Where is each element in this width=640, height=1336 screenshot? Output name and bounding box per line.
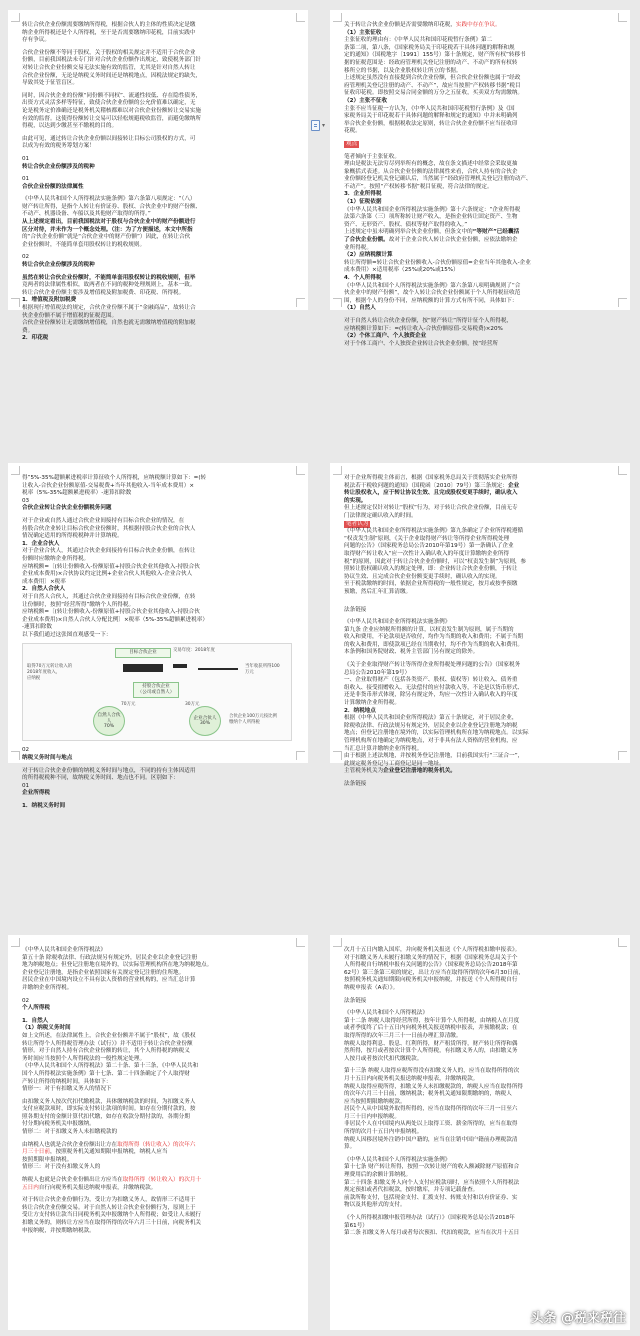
text-line: 组收入、接受捐赠收入、无法偿付的应付款收入等，不论是以货币形式、: [344, 684, 524, 691]
text-line: 以成为有效的税务筹划方案！: [22, 143, 95, 150]
text-line: 并缴纳企业所得税。: [22, 984, 73, 991]
text-line: 付分期向税务机关申报缴纳。: [22, 1121, 95, 1128]
text-line: 01: [22, 782, 30, 789]
highlight-label-text: 笔者认为: [346, 520, 369, 527]
text-line: 《中华人民共和国企业所得税法》: [22, 947, 106, 953]
text-line: 居民个人从中国境外取得所得的，应当在取得所得的次年三月一日至六: [344, 1106, 518, 1113]
text-line: 业份额经登记机关登记确认后，当然属于“经政府管理机关登记注册的动产、: [344, 176, 532, 183]
page-4-text: [344, 475, 616, 789]
text-line: 由此可见，通过转让合伙企业份额以间接转让目标公司股权的方式，可: [22, 135, 196, 142]
text-line: 1．纳税义务时间: [22, 803, 66, 810]
text-line: 合伙企业转让合伙企业份额税务问题: [22, 505, 112, 512]
document-page-6: [330, 935, 630, 1330]
text-line: 纳税人取得应税所得，扣缴义务人未扣缴税款的，纳税人应当在取得所得: [344, 1083, 524, 1090]
text-line: 《关于企业取得财产转让等所得企业所得税处理问题的公告》（国家税务: [344, 662, 521, 669]
text-line: 一、企业取得财产（包括各类资产、股权、债权等）转让收入、债务重: [344, 677, 518, 684]
crop-mark: [618, 751, 627, 760]
highlight-label: [344, 141, 616, 149]
text-line: 转让所得个人所得税管理办法（试行）》并不适用于转让合伙企业份额: [22, 1040, 193, 1047]
text-line: 情形一：对于有扣缴义务人的情况下: [22, 1086, 112, 1093]
text-line: 第二条 扣缴义务人每月或者每次预扣、代扣的税款，应当在次月十五日: [344, 1230, 520, 1237]
text-line: （1）征税依据: [344, 199, 382, 206]
text-line: 按照税务机关通知期限向税务机关申报纳税，并报送《个人所得税自行: [344, 977, 518, 984]
text-line: 地为纳税地点；但登记注册地在境外的，以实际管理机构所在地为纳税地点。: [22, 962, 213, 969]
text-line: 税率（5%-35%超额累进税率）-速算扣除数: [22, 490, 132, 497]
text-line: 法条链接: [344, 997, 367, 1004]
text-line: 对于自然人合伙人，其通过合伙企业间接持有目标合伙企业份额，在转: [22, 593, 196, 600]
text-line: 据的征税范围是：经政府管理机关登记注册的动产、不动产的所有权转: [344, 59, 518, 66]
text-line: 前款所称支付，包括现金支付、汇拨支付、转账支付和以有价证券、实: [344, 1194, 518, 1201]
text-line: 次月十五日内缴入国库，并向税务机关报送《个人所得税扣缴申报表》。: [344, 947, 521, 953]
text-line: 根据《中华人民共和国企业所得税法》第五十条规定，对于居民企业，: [344, 715, 518, 722]
text-line: 协议生效、且完成合伙企业份额变更手续时，确认收入的实现。: [344, 573, 501, 580]
text-line: 对于个体工商户、个人独资企业转让合伙企业份额，按“经营所: [344, 340, 498, 347]
text-line: 持股合伙企业转让目标合伙企业份额时，其根据持股合伙企业的合伙人: [22, 525, 196, 532]
text-line: 企业所得税: [22, 790, 50, 797]
text-line: 府管理机关登记注册的动产、不动产”，故应当按照“产权转移书据”税目: [344, 82, 521, 89]
text-line: 非居民个人在中国境内从两处以上取得工资、薪金所得的，应当在取得: [344, 1121, 518, 1128]
text-line: 主张不应当征税一方认为，《中华人民共和国印花税暂行条例》及《国: [344, 105, 515, 112]
text-line: 《中华人民共和国个人所得税法》: [344, 1010, 428, 1017]
crop-mark: [333, 13, 342, 22]
text-line: 《中华人民共和国企业所得税法实施条例》第十六条规定：“企业所得税: [344, 206, 521, 213]
text-line: 理由是税法无法穷尽列举所有的概念，故在条文描述中经常会采取更抽: [344, 161, 518, 168]
text-line: 如上文所述，在法律属性上，合伙企业份额并不属于“股权”，故《股权: [22, 1032, 196, 1039]
text-line: 转让合伙企业份额涉及的税种: [22, 163, 95, 170]
text-line: 02: [22, 747, 30, 754]
text-line: 从上述规定看出，目前我国税法对于股权与合伙企业中的财产份额进行: [22, 219, 196, 226]
text-line: 转让合伙企业份额涉及的税种: [22, 262, 95, 269]
text-line: 情形二：对于扣缴义务人未扣缴税款的: [22, 1129, 118, 1136]
text-line: 财产转让所得，是指个人转让有价证券、股权、合伙企业中的财产份额、: [22, 203, 202, 210]
text-line: 还是非货币形式体现，除另有规定外，均应一次性计入确认收入的年度: [344, 692, 518, 699]
text-line: 上述规定中虽未明确列举合伙企业份额，但条文中的“等财产”已经囊括: [344, 229, 520, 236]
text-line: 转让合伙企业份额需要缴纳所得税，根据合伙人的主体的性质决定是缴: [22, 22, 196, 28]
text-line: 收入和费用，不论款项是否收付，均作为当期的收入和费用；不属于当期: [344, 634, 524, 641]
text-line: 法第六条第（三）项所称转让财产收入，是指企业转让固定资产、生物: [344, 214, 518, 221]
text-line: 产转让所得的纳税时间，具体如下：: [22, 1078, 112, 1085]
text-line: 除税收法律、行政法规另有规定外，居民企业以企业登记注册地为纳税: [344, 722, 518, 729]
text-line: 第十三条 纳税人取得应税所得没有扣缴义务人的，应当在取得所得的次: [344, 1068, 520, 1075]
text-line: 应纳税额计算如下：=(转让收入-合伙份额原值-交易税费)×20%: [344, 325, 503, 332]
text-line: 第十二条 纳税人取得经营所得，按年计算个人所得税，由纳税人在月度: [344, 1017, 520, 1024]
text-line: 对于转让合伙企业份额行为，受让方为扣缴义务人，故情形三不适用于: [22, 1197, 196, 1204]
diagram-mid-label: 持股合伙企业: [142, 684, 170, 690]
crop-mark: [11, 13, 20, 22]
text-line: 门法律规定确认收入的时间。: [344, 512, 417, 519]
text-line: 第十七条 财产转让所得，按照一次转让财产的收入额减除财产原值和合: [344, 1164, 520, 1171]
text-line: 纳企业所得税还是个人所得税，至于是否需要缴纳印花税，目前实践中: [22, 29, 196, 36]
text-line: 转让合伙企业份额主要涉及增值税及附加税费、印花税、所得税。: [22, 289, 185, 296]
text-line: 支付应税款项时，即实际支付转让款项的时间。如存在分期付款的，按: [22, 1106, 196, 1113]
text-line: 围，根据个人的身份不同，应纳税额的计算方式有所不同，具体如下：: [344, 297, 518, 304]
diagram-corporate-node: [189, 706, 221, 736]
page-1-text: [22, 22, 294, 343]
text-line: 征收印花税。即按照交易合同金额的万分之五征收，买卖双方均需缴纳。: [344, 90, 524, 97]
text-line: 成本费用）×适用税率（25%或20%或15%）: [344, 267, 459, 274]
diagram-left-note: 2018年度收入，: [27, 670, 61, 676]
text-line: 由扣缴义务人按次代扣代缴税款，具体缴纳税款的时间，为扣缴义务人: [22, 1098, 196, 1105]
text-line: 关于转让合伙企业份额是否需要缴纳印花税，实践中存在争议。: [344, 22, 501, 28]
diagram-node-pct: 70%: [103, 724, 115, 730]
text-line: 所得的次月十五日内申报纳税。: [344, 1129, 423, 1136]
text-line: 取得财产转让收入“应一次性计入确认收入的年度计算缴纳企业所得: [344, 550, 510, 557]
text-line: 4．个人所得税: [344, 275, 382, 281]
text-line: 纳税义务时间与地点: [22, 755, 73, 762]
document-page-5: [8, 935, 308, 1330]
text-line: 对于企业或自然人通过合伙企业间接持有目标合伙企业的情况，在: [22, 517, 185, 524]
text-line: 纳税申报表（A表）》。: [344, 984, 399, 991]
text-line: 物以及其他形式的支付。: [344, 1202, 406, 1209]
text-line: 的“合伙企业份额”就是“合伙企业中的财产份额”）因此，在转让合伙: [22, 234, 191, 241]
document-page-2: [330, 10, 630, 347]
text-line: 理费用后的余额计算纳税。: [344, 1172, 412, 1179]
crop-mark: [333, 751, 342, 760]
page-2-text: [344, 22, 616, 348]
crop-mark: [296, 466, 305, 475]
text-line: 合伙企业份额，无论是纳税义务时间还是纳税地点，因税法规定的缺失，: [22, 72, 202, 79]
text-line: 花税。: [344, 128, 361, 135]
text-line: 让收入-合伙企业份额原值-交易税费+当年其他收入-当年成本费用）×: [22, 482, 195, 489]
text-line: 对于企业所得税主体而言，根据《国家税务总局关于贯彻落实企业所得: [344, 475, 518, 481]
text-line: 人所得税自行纳税申报有关问题的公告》（国家税务总局公告2018年第: [344, 962, 518, 969]
text-line: 企业登记注册地，是指企业依照国家有关规定登记注册的住所地。: [22, 969, 185, 976]
text-line: 的收入和费用，即使款项已经在当期收付，均不作为当期的收入和费用。: [344, 641, 524, 648]
diagram-year: 交易年度：2018年度: [173, 648, 215, 654]
text-line: 竟两者的法律属性相似，故两者在不同的税种处理规则上，基本一致。: [22, 282, 196, 289]
text-line: 定的通知》（国税地字〔1991〕155号）第十条规定，财产所有权”转移书: [344, 52, 526, 59]
text-line: 转让合伙企业份额交易。对于自然人转让合伙企业份额行为，原则上于: [22, 1204, 196, 1211]
text-line: 的次年六月三十日前，缴纳税款；税务机关通知限期缴纳的，纳税人: [344, 1091, 512, 1098]
text-line: 让份额时，按照“经营所得”缴纳个人所得税。: [22, 601, 135, 608]
text-line: 《个人所得税扣缴申报管理办法（试行）》（国家税务总局公告2018年: [344, 1215, 515, 1221]
diagram-title: 目标合伙企业: [115, 648, 171, 658]
document-outline-icon[interactable]: [311, 120, 320, 131]
text-line: 然所得，按月或者按次计算个人所得税，有扣缴义务人的，由扣缴义务: [344, 1048, 518, 1055]
text-line: 2．纳税地点: [344, 707, 376, 714]
diagram-bar: [198, 668, 238, 670]
text-line: 论是税务定价准确还是税务机关稽核都难以对合伙企业份额转让交易实施: [22, 107, 202, 114]
watermark: 头条 @税来税往: [530, 1311, 626, 1326]
text-line: 转让所得额=转让合伙企业份额收入-合伙份额原值=企业当年其他收入-企业: [344, 259, 531, 266]
text-line: 五日内自行向税务机关报送纳税申报表，并缴纳税款。: [22, 1184, 157, 1191]
text-line: 主管税务机关为企业登记注册地的税务机关。: [344, 768, 456, 775]
text-line: 纳税人因移居境外注销中国户籍的，应当在注销中国户籍前办理税款清: [344, 1136, 518, 1143]
text-line: 当汇总计算并缴纳企业所得税。: [344, 745, 423, 752]
text-line: 份额，目前我国税法未专门针对合伙企业份额作出规定，致使税务部门针: [22, 57, 202, 64]
text-line: 地点；但登记注册地在境外的，以实际管理机构所在地为纳税地点。以实际: [344, 730, 529, 737]
text-line: 《中华人民共和国个人所得税法》第二十条、第十三条，《中华人民共和: [22, 1063, 199, 1070]
diagram-amount-right: 30万元: [185, 702, 200, 708]
text-line: 问题的公告》（国家税务总局公告2010年第19号）第一条确认了企业: [344, 543, 514, 550]
text-line: （1）自然人: [344, 305, 376, 312]
text-line: 合伙企业份额转让无需缴纳增值税，自然也就无需缴纳增值税的附加税: [22, 320, 196, 327]
page-6-text: [344, 947, 616, 1238]
text-line: 算。: [344, 1144, 356, 1151]
text-line: 转让股权收入，应于转让协议生效、且完成股权变更手续时，确认收入: [344, 490, 518, 497]
text-line: 企业成本费用)×合伙协议约定比例+企业合伙人其他收入-企业合伙人: [22, 571, 193, 578]
text-line: 的所得税税种不同，故纳税义务时间、地点也不同。区别如下：: [22, 775, 179, 782]
text-line: 成本费用〕×税率: [22, 578, 66, 585]
crop-mark: [296, 938, 305, 947]
text-line: 上述规定虽然没有直接提到合伙企业份额，但合伙企业份额也属于“经政: [344, 75, 521, 82]
text-line: 得”5%-35%超额累进税率计算征收个人所得税，应纳税额计算如下：=(转: [22, 475, 207, 481]
text-line: 对于转让合伙企业份额的纳税义务时间与地点，不同的持有主体因适用: [22, 767, 196, 774]
text-line: 举合伙企业份额，根据税收法定原则，转让合伙企业份额不应当征收印: [344, 120, 518, 127]
text-line: 02: [22, 254, 30, 261]
text-line: 管理机构所在地确定为纳税地点，对于非具有法人资格的营业机构，应: [344, 738, 518, 744]
text-line: 计算缴纳企业所得税。: [344, 700, 400, 707]
text-line: 03: [22, 497, 30, 504]
chevron-down-icon[interactable]: ▾: [322, 122, 326, 129]
diagram-bar: [123, 664, 163, 672]
text-line: （2）主张不征收: [344, 97, 388, 104]
text-line: 月十五日内向税务机关报送纳税申报表，并缴纳税款。: [344, 1075, 479, 1082]
crop-mark: [333, 298, 342, 307]
text-line: 月三十日前，按照税务机关通知期限申报纳税，纳税人应当: [22, 1149, 168, 1156]
text-line: 不动产、机器设备、车船以及其他财产取得的所得。”: [22, 211, 151, 218]
crop-mark: [11, 938, 20, 947]
diagram-node-label: 企业合伙人: [193, 715, 217, 721]
text-line: 第五十条 除税收法律、行政法规另有规定外，居民企业以企业登记注册: [22, 954, 198, 961]
text-line: 伙企业份额不属于增值税的征税范围。: [22, 312, 118, 319]
text-line: 了合伙企业份额。故对于企业合伙人转让合伙企业份额，应依法缴纳企: [344, 237, 518, 244]
text-line: 纳税人也就是合伙企业份额出让方应当在取得所得（转让收入）的次月十: [22, 1177, 202, 1184]
text-line: 资产、无形资产、股权、债权等财产取得的收入。”: [344, 221, 468, 228]
text-line: 区分对待，并未作为一个概念处理。（注：为了方便描述，本文中所指: [22, 226, 193, 233]
diagram-right-note: 合伙企业100万元按比例: [229, 714, 277, 720]
crop-mark: [333, 466, 342, 475]
text-line: 虽然在转让合伙企业份额时，不能简单套用股权转让的税收规则，但毕: [22, 274, 196, 281]
text-line: 对于企业合伙人，其通过合伙企业间接持有目标合伙企业份额，在转让: [22, 548, 196, 555]
text-line: 人按月或者按次代扣代缴税款。: [344, 1055, 423, 1062]
diagram-amount-left: 70万元: [121, 702, 136, 708]
text-line: 根据现行增值税法的规定，合伙企业份额不属于“金融商品”，故转让合: [22, 305, 196, 311]
text-line: 主张征收的理由有：《中华人民共和国印花税暂行条例》第二: [344, 37, 493, 44]
text-line: 申报纳税，并按期缴纳税款。: [22, 1227, 95, 1234]
page-3-text: [22, 475, 294, 811]
crop-mark: [11, 466, 20, 475]
crop-mark: [296, 751, 305, 760]
crop-mark: [618, 466, 627, 475]
text-line: 合伙企业份额不等同于股权，关于股权的相关规定并不适用于合伙企业: [22, 49, 196, 56]
diagram-left-note: 应纳税: [27, 676, 41, 682]
text-line: 由于根据上述法规地，并按税务登记注册地，目前我国实行“三证合一”，: [344, 753, 524, 760]
text-line: （1）纳税义务时间: [22, 1025, 71, 1032]
text-line: 务时间应当按照个人所得税法的一般性规定处理。: [22, 1055, 146, 1062]
document-page-1: [8, 10, 308, 342]
text-line: 对于自然人转让合伙企业份额，按“财产转让”所得计征个人所得税，: [344, 317, 513, 324]
text-line: 情况确定适用的所得税税种并计算纳税。: [22, 533, 123, 540]
text-line: 《中华人民共和国个人所得税法实施条例》第六条第八项规定：“（八）: [22, 196, 196, 203]
text-line: 《中华人民共和国企业所得税法实施条例》第九条确定了企业所得税遵循: [344, 528, 524, 535]
diagram-mid-label: （公司或自然人）: [137, 690, 175, 696]
text-line: 1．自然人: [22, 1017, 49, 1024]
crop-mark: [11, 751, 20, 760]
page-5-text: [22, 947, 294, 1235]
text-line: 照转让股权确认收入的规定处理，即：企业转让合伙企业份额，于转让: [344, 566, 518, 573]
crop-mark: [618, 938, 627, 947]
diagram-node-pct: 30%: [199, 721, 211, 727]
text-line: 扣缴义务的，则转让方应当在取得所得的次年六月三十日前，向税务机关: [22, 1220, 202, 1226]
text-line: 规定预扣或者代扣税款，按时缴库，并专项记载备查。: [344, 1187, 479, 1194]
text-line: 62号）第三条第三项的规定，出让方应当在取得所得的次年6月30日前，: [344, 969, 525, 976]
text-line: 税”的原则，因此对于转让合伙企业份额时，可以“权责发生制”为原则，参: [344, 558, 527, 565]
text-line: 象概括式表述。从合伙企业份额的法律属性来看，合伙人持有的合伙企: [344, 168, 518, 175]
crop-mark: [11, 298, 20, 307]
text-line: 笔者倾向于主张征收。: [344, 153, 400, 160]
text-line: 3．企业所得税: [344, 191, 382, 198]
text-line: 应当按照期限缴纳税款。: [344, 1098, 406, 1105]
text-line: 02: [22, 997, 30, 1004]
text-line: 取得所得的次年三月三十一日前办理汇算清缴。: [344, 1032, 462, 1039]
text-line: 对于扣缴义务人未履行扣缴义务的情况下，根据《国家税务总局关于个: [344, 954, 518, 961]
text-line: 应纳税额=〔(转让份额收入-份额原值+持股合伙企业其他收入-持股合伙: [22, 609, 200, 616]
text-line: 应纳税额=〔(转让份额收入-份额原值+持股合伙企业其他收入-持股合伙: [22, 563, 200, 570]
text-line: 费。: [22, 327, 34, 334]
text-line: 《中华人民共和国个人所得税法实施条例》第六条第八项明确规则了“合: [344, 282, 521, 289]
diagram-holding-box: [133, 682, 179, 698]
diagram-right-note: 缴纳个人所得税: [229, 720, 260, 726]
text-line: 税法若干税收问题的通知》（国税函〔2010〕79号）第三条规定：企业: [344, 482, 520, 489]
document-page-3: [8, 463, 308, 810]
text-line: 伙企业中的财产份额”，故个人转让合伙企业份额属于个人所得税征收范: [344, 290, 521, 297]
structure-diagram: [22, 643, 292, 741]
text-line: 由纳税人也就是合伙企业份额出让方在取得所得（转让收入）的次年六: [22, 1141, 196, 1148]
crop-mark: [618, 298, 627, 307]
text-line: 01: [22, 155, 30, 162]
text-line: 按照期限申报纳税。: [22, 1156, 73, 1163]
document-page-4: [330, 463, 630, 787]
text-line: 01: [22, 176, 30, 183]
diagram-right-note: 万元: [245, 670, 254, 676]
text-line: 第61号）: [344, 1222, 368, 1229]
crop-mark: [333, 938, 342, 947]
text-line: 条第二项，第八条，《国家税务局关于印花税若干具体问题的解释和规: [344, 44, 515, 51]
text-line: -速算扣除数: [22, 624, 52, 631]
text-line: 个人所得税: [22, 1005, 50, 1012]
text-line: 第九条 企业应纳税所得额的计算，以权责发生制为原则，属于当期的: [344, 626, 514, 633]
diagram-natural-person-node: [93, 706, 125, 736]
text-line: 预缴，然后汇年汇算清缴。: [344, 588, 412, 595]
text-line: 或者季度终了后十五日内向税务机关报送纳税申报表，并预缴税款；在: [344, 1025, 518, 1032]
text-line: 以下我们通过这张图直观感受一下：: [22, 631, 112, 638]
diagram-node-label: 自然人合伙人: [97, 713, 121, 724]
text-line: 导致其处于征管盲区。: [22, 80, 78, 87]
text-line: 2．自然人合伙人: [22, 586, 66, 593]
text-line: 受让方支付转让款当日同税务机关申报缴纳个人所得税；如受让人未履行: [22, 1212, 202, 1219]
text-line: “权责发生制”原则，《关于企业取得财产转让等所得企业所得税处理: [344, 535, 510, 542]
text-line: 同时，因合伙企业的份额“同份额不同权”、流通性较低、存在隐性债务，: [22, 92, 202, 99]
text-line: 对转让合伙企业份额交易无法实施有效的监管，尤其是针对自然人转让: [22, 64, 196, 71]
text-line: 合伙企业份额的法律属性: [22, 183, 84, 190]
text-line: （2）个体工商户、个人独资企业: [344, 333, 427, 340]
text-line: 居民企业在中国境内设立不具有法人资格的营业机构的，应当汇总计算: [22, 977, 196, 984]
text-line: 得税，以达到少缴甚至不缴税的目的。: [22, 123, 118, 130]
text-line: 纳税人取得利息、股息、红利所得，财产租赁所得，财产转让所得和偶: [344, 1040, 518, 1047]
diagram-bar: [173, 664, 187, 668]
text-line: 照各期支付的金额计算代扣代缴，如存在收款分期付款的，各期分期: [22, 1113, 190, 1120]
text-line: 情形。对于自然人持有合伙企业份额的转让，其个人所得税的纳税义: [22, 1048, 190, 1055]
text-line: 法条链接: [344, 780, 367, 787]
diagram-right-note: 当年收获所得100: [245, 664, 280, 670]
text-line: 国个人所得税法实施条例》第十七条、第二十四条确定了个人取得财: [22, 1070, 190, 1077]
text-line: 本条例和国务院财政、税务主管部门另有规定的除外。: [344, 649, 479, 656]
text-line: 1．增值税及附加税费: [22, 297, 77, 304]
text-line: 第二十四条 扣缴义务人向个人支付应税款项时，应当依照个人所得税法: [344, 1179, 520, 1186]
text-line: 存有争议。: [22, 37, 50, 44]
diagram-left-note: 取得70万元转让收入的: [27, 664, 73, 670]
text-line: 企业成本费用)×自然人合伙人分配比例〕×税率（5%-35%超额累进税率）: [22, 616, 208, 623]
text-line: 份额时应缴纳企业所得税。: [22, 555, 90, 562]
crop-mark: [296, 13, 305, 22]
crop-mark: [618, 13, 627, 22]
text-line: 1．企业合伙人: [22, 540, 60, 547]
text-line: 移所立的书据，以及企业股权转让所立的书据。: [344, 67, 462, 74]
text-line: 总局公告2010年第19号）: [344, 669, 411, 676]
text-line: 有效的监督。这使得份额转让交易可以轻松规避税收监管，而避免缴纳所: [22, 115, 202, 122]
text-line: 的实现。: [344, 497, 367, 504]
text-line: 但上述规定仅针对转让“股权”行为，对于转让合伙企业份额，目前无专: [344, 505, 518, 512]
text-line: 《中华人民共和国个人所得税法实施条例》: [344, 1156, 451, 1163]
text-line: 法条链接: [344, 606, 367, 613]
text-line: 月三十日内申报纳税。: [344, 1113, 400, 1120]
crop-mark: [296, 298, 305, 307]
text-line: （2）应纳税额计算: [344, 252, 393, 259]
text-line: 此规定税务登记与工商登记是同一地址。: [344, 760, 445, 767]
highlight-label-text: 观点: [346, 140, 358, 147]
text-line: 家税务局关于印花税若干具体问题的解释和规定的通知》中并未明确列: [344, 113, 518, 120]
text-line: 出资方式灵活多样等特征，致使合伙企业份额的公允价值难以确定，无: [22, 100, 196, 107]
text-line: 情形三：对于没有扣缴义务人的: [22, 1164, 101, 1171]
text-line: 《中华人民共和国企业所得税法实施条例》: [344, 619, 451, 626]
text-line: 2．印花税: [22, 335, 49, 342]
text-line: 不动产”。按照“产权转移书据”税目征税，符合法律的规定。: [344, 183, 493, 190]
text-line: 企业份额时，不能简单套用股权转让的税收规则。: [22, 241, 146, 248]
text-line: 业所得税。: [344, 244, 372, 251]
text-line: （1）主张征收: [344, 29, 382, 36]
text-line: 至于税款缴纳的时间，依据企业所得税的一般性规定，按月或按季预缴: [344, 581, 518, 588]
